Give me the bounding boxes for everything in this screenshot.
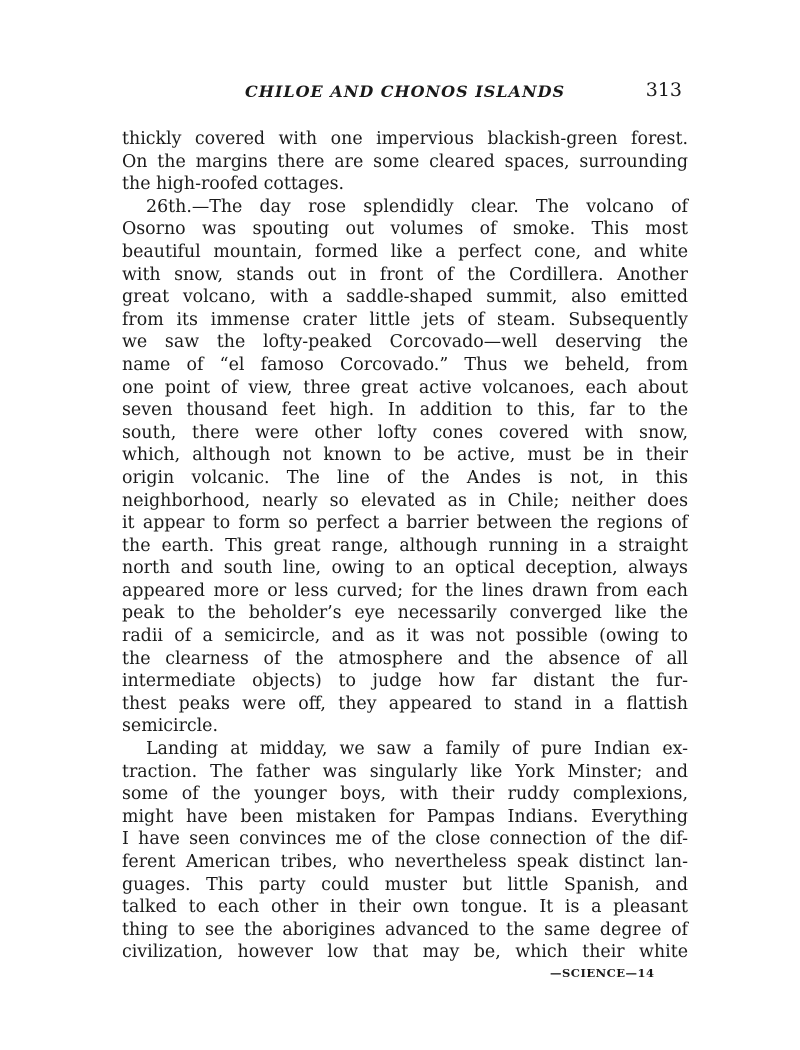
body-text [122,128,688,964]
text-line: origin volcanic. The line of the Andes is not, in this [122,467,688,488]
text-line: from its immense crater little jets of steam. Subsequently [122,309,688,330]
text-line: with snow, stands out in front of the Cordillera. Another [122,264,688,285]
text-line: some of the younger boys, with their ruddy complexions, [122,784,688,805]
text-line: talked to each other in their own tongue. It is a pleasant [122,897,688,918]
text-line: name of “el famoso Corcovado.” Thus we beheld, from [122,354,688,375]
text-line: the earth. This great range, although running in a straight [122,535,688,556]
text-line: the clearness of the atmosphere and the absence of all [122,648,688,669]
text-line: 26th.—The day rose splendidly clear. The volcano of [146,196,688,217]
text-line: ferent American tribes, who nevertheless speak distinct lan- [122,852,688,872]
text-line: thickly covered with one impervious blackish-green forest. [122,129,688,149]
text-line: intermediate objects) to judge how far distant the fur- [122,671,688,692]
text-line: radii of a semicircle, and as it was not possible (owing to [122,626,688,647]
page-number: 313 [645,79,682,101]
text-line: north and south line, owing to an optical deception, always [122,558,688,579]
text-line: great volcano, with a saddle-shaped summit, also emitted [122,287,688,308]
text-line: which, although not known to be active, must be in their [122,445,688,466]
page-header [122,79,688,110]
signature-mark: —SCIENCE—14 [550,966,655,980]
text-line: traction. The father was singularly like York Minster; and [122,761,688,782]
running-title: CHILOE AND CHONOS ISLANDS [244,82,565,101]
text-line: thest peaks were off, they appeared to stand in a flattish [122,693,688,714]
text-line: Landing at midday, we saw a family of pure Indian ex- [146,739,688,760]
text-line: semicircle. [122,716,219,737]
text-line: peak to the beholder’s eye necessarily converged like the [122,603,688,624]
text-line: one point of view, three great active volcanoes, each about [122,377,688,398]
text-line: south, there were other lofty cones covered with snow, [122,422,688,443]
text-line: beautiful mountain, formed like a perfect cone, and white [122,241,688,262]
text-line: I have seen convinces me of the close connection of the dif- [122,829,688,850]
text-line: it appear to form so perfect a barrier between the regions of [122,513,688,534]
text-line: appeared more or less curved; for the lines drawn from each [122,580,688,601]
text-line: seven thousand feet high. In addition to this, far to the [122,400,688,421]
text-line: the high-roofed cottages. [122,174,345,195]
text-line: might have been mistaken for Pampas Indians. Everything [122,806,688,827]
text-line: civilization, however low that may be, which their white [122,942,688,963]
text-line: guages. This party could muster but little Spanish, and [122,874,688,895]
text-line: neighborhood, nearly so elevated as in Chile; neither does [122,490,688,511]
text-line: On the margins there are some cleared spaces, surrounding [122,151,688,172]
text-line: we saw the lofty-peaked Corcovado—well deserving the [122,332,688,353]
text-line: Osorno was spouting out volumes of smoke. This most [122,219,688,240]
text-line: thing to see the aborigines advanced to the same degree of [122,919,688,940]
